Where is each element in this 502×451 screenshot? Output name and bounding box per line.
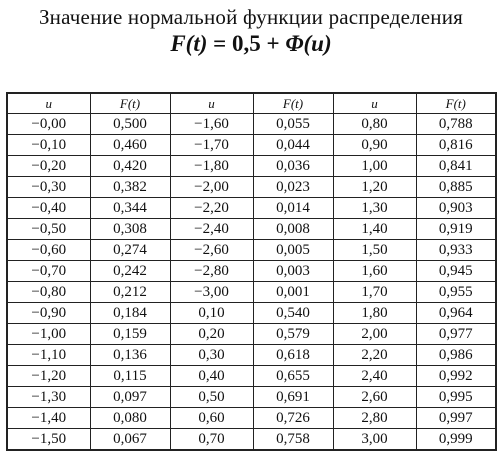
cell-u: −2,40 — [170, 219, 253, 240]
cell-u: 0,30 — [170, 345, 253, 366]
cell-u: −2,80 — [170, 261, 253, 282]
cell-u: −1,10 — [7, 345, 90, 366]
cell-f: 0,460 — [90, 135, 170, 156]
cell-u: −0,90 — [7, 303, 90, 324]
cell-u: 1,00 — [333, 156, 416, 177]
table-row — [7, 198, 496, 219]
table-row — [7, 429, 496, 451]
cell-f: 0,055 — [253, 114, 333, 135]
cell-u: 1,20 — [333, 177, 416, 198]
page-title: Значение нормальной функции распределения — [38, 5, 464, 29]
cell-f: 0,500 — [90, 114, 170, 135]
table-row — [7, 303, 496, 324]
cell-f: 0,136 — [90, 345, 170, 366]
cell-u: 1,80 — [333, 303, 416, 324]
cell-u: 0,10 — [170, 303, 253, 324]
cell-f: 0,816 — [416, 135, 496, 156]
cell-f: 0,618 — [253, 345, 333, 366]
cell-u: −0,50 — [7, 219, 90, 240]
cell-u: 2,60 — [333, 387, 416, 408]
cell-f: 0,008 — [253, 219, 333, 240]
cell-u: −1,00 — [7, 324, 90, 345]
cell-u: 3,00 — [333, 429, 416, 451]
table-row — [7, 135, 496, 156]
cell-u: −1,20 — [7, 366, 90, 387]
cell-u: 1,30 — [333, 198, 416, 219]
cell-u: −2,20 — [170, 198, 253, 219]
distribution-table — [6, 92, 497, 451]
cell-u: 2,80 — [333, 408, 416, 429]
table-row — [7, 408, 496, 429]
table-row — [7, 282, 496, 303]
cell-f: 0,344 — [90, 198, 170, 219]
cell-f: 0,955 — [416, 282, 496, 303]
cell-f: 0,885 — [416, 177, 496, 198]
cell-u: 2,40 — [333, 366, 416, 387]
table-row — [7, 114, 496, 135]
formula-equals: = — [213, 31, 227, 56]
cell-f: 0,080 — [90, 408, 170, 429]
cell-u: 2,00 — [333, 324, 416, 345]
cell-f: 0,184 — [90, 303, 170, 324]
cell-f: 0,655 — [253, 366, 333, 387]
cell-u: −0,70 — [7, 261, 90, 282]
table-row — [7, 219, 496, 240]
cell-u: −1,40 — [7, 408, 90, 429]
cell-f: 0,274 — [90, 240, 170, 261]
cell-u: 0,90 — [333, 135, 416, 156]
cell-f: 0,579 — [253, 324, 333, 345]
table-row — [7, 387, 496, 408]
table-row — [7, 240, 496, 261]
cell-f: 0,540 — [253, 303, 333, 324]
cell-f: 0,067 — [90, 429, 170, 451]
cell-u: 0,60 — [170, 408, 253, 429]
cell-f: 0,097 — [90, 387, 170, 408]
column-header-f: F(t) — [416, 93, 496, 114]
formula — [0, 30, 502, 58]
cell-u: −2,60 — [170, 240, 253, 261]
cell-f: 0,945 — [416, 261, 496, 282]
cell-f: 0,726 — [253, 408, 333, 429]
cell-u: −0,60 — [7, 240, 90, 261]
cell-u: 1,50 — [333, 240, 416, 261]
table-header-row — [7, 93, 496, 114]
cell-f: 0,997 — [416, 408, 496, 429]
cell-f: 0,115 — [90, 366, 170, 387]
cell-f: 0,308 — [90, 219, 170, 240]
cell-u: −0,00 — [7, 114, 90, 135]
cell-f: 0,977 — [416, 324, 496, 345]
table-row — [7, 324, 496, 345]
cell-f: 0,420 — [90, 156, 170, 177]
cell-u: −1,80 — [170, 156, 253, 177]
cell-f: 0,995 — [416, 387, 496, 408]
table-body — [7, 114, 496, 451]
formula-rhs: Φ(u) — [285, 31, 332, 56]
cell-u: 1,70 — [333, 282, 416, 303]
column-header-f: F(t) — [253, 93, 333, 114]
column-header-u: u — [333, 93, 416, 114]
cell-f: 0,036 — [253, 156, 333, 177]
formula-plus: + — [266, 31, 280, 56]
cell-f: 0,841 — [416, 156, 496, 177]
cell-f: 0,919 — [416, 219, 496, 240]
formula-constant: 0,5 — [232, 31, 261, 56]
column-header-u: u — [7, 93, 90, 114]
table-row — [7, 261, 496, 282]
title-block — [0, 4, 502, 58]
cell-u: 0,80 — [333, 114, 416, 135]
cell-u: 0,20 — [170, 324, 253, 345]
table-row — [7, 366, 496, 387]
cell-f: 0,691 — [253, 387, 333, 408]
cell-u: −1,30 — [7, 387, 90, 408]
cell-u: 0,50 — [170, 387, 253, 408]
cell-u: 0,40 — [170, 366, 253, 387]
column-header-u: u — [170, 93, 253, 114]
cell-u: −0,20 — [7, 156, 90, 177]
cell-u: −0,80 — [7, 282, 90, 303]
cell-f: 0,044 — [253, 135, 333, 156]
cell-u: −1,60 — [170, 114, 253, 135]
cell-f: 0,212 — [90, 282, 170, 303]
cell-u: 2,20 — [333, 345, 416, 366]
cell-f: 0,903 — [416, 198, 496, 219]
formula-lhs: F(t) — [170, 31, 208, 56]
cell-f: 0,758 — [253, 429, 333, 451]
cell-f: 0,933 — [416, 240, 496, 261]
cell-f: 0,242 — [90, 261, 170, 282]
cell-f: 0,014 — [253, 198, 333, 219]
column-header-f: F(t) — [90, 93, 170, 114]
cell-u: 0,70 — [170, 429, 253, 451]
cell-f: 0,992 — [416, 366, 496, 387]
cell-f: 0,999 — [416, 429, 496, 451]
cell-f: 0,986 — [416, 345, 496, 366]
cell-f: 0,788 — [416, 114, 496, 135]
cell-f: 0,001 — [253, 282, 333, 303]
table-row — [7, 345, 496, 366]
cell-f: 0,964 — [416, 303, 496, 324]
cell-u: −1,70 — [170, 135, 253, 156]
table-row — [7, 177, 496, 198]
cell-f: 0,159 — [90, 324, 170, 345]
cell-u: −3,00 — [170, 282, 253, 303]
cell-u: −2,00 — [170, 177, 253, 198]
cell-u: −0,40 — [7, 198, 90, 219]
cell-f: 0,003 — [253, 261, 333, 282]
cell-u: −0,30 — [7, 177, 90, 198]
table-wrapper — [6, 92, 496, 451]
cell-f: 0,382 — [90, 177, 170, 198]
cell-f: 0,023 — [253, 177, 333, 198]
cell-f: 0,005 — [253, 240, 333, 261]
cell-u: −1,50 — [7, 429, 90, 451]
table-row — [7, 156, 496, 177]
cell-u: −0,10 — [7, 135, 90, 156]
cell-u: 1,40 — [333, 219, 416, 240]
cell-u: 1,60 — [333, 261, 416, 282]
